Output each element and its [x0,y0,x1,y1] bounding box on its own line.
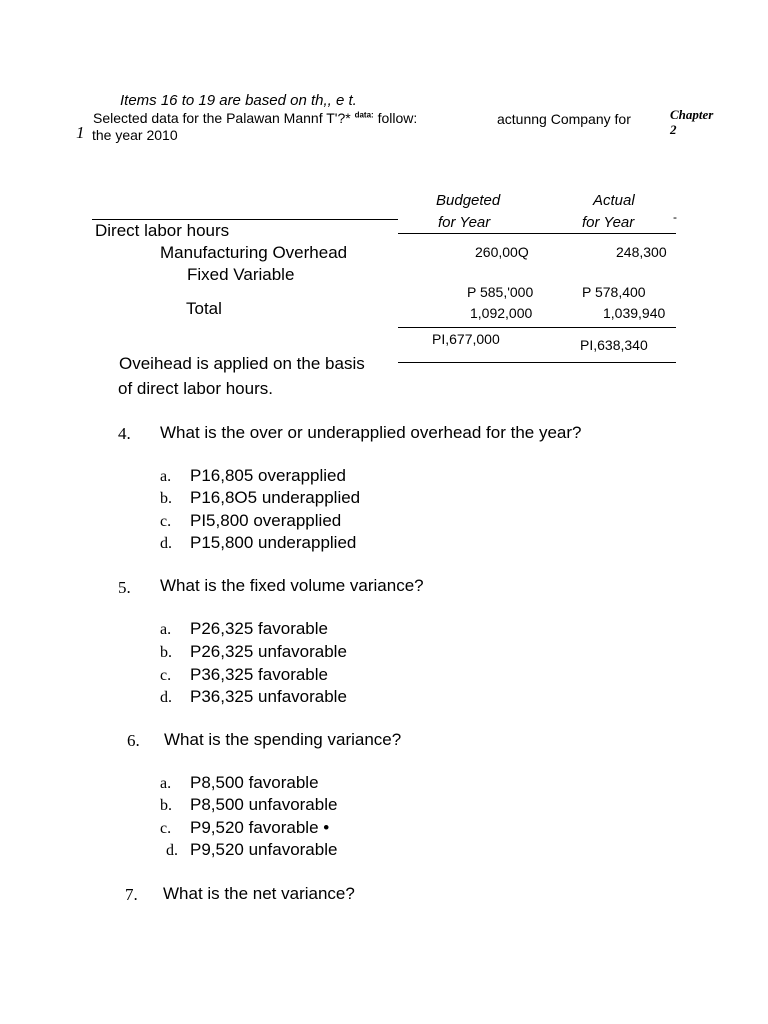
cell-variable-actual: 1,039,940 [603,305,666,321]
question-number: 7. [125,885,138,904]
option-text: P26,325 favorable [190,619,328,638]
option-text: P9,520 unfavorable [190,840,338,859]
col-budget-header-2: for Year [438,214,491,231]
option-letter: d. [166,842,178,859]
answer-option [160,533,356,553]
answer-option [160,665,328,685]
header-company: actunng Company for [497,111,631,127]
option-text: P8,500 favorable [190,773,319,792]
answer-option [160,795,337,815]
cell-total-actual: PI,638,340 [580,337,648,353]
option-text: P16,8O5 underapplied [190,488,361,507]
row-label-total: Total [186,299,222,318]
option-text: P16,805 overapplied [190,466,346,485]
note-line-1: Oveihead is applied on the basis [119,354,365,373]
col-actual-mark: - [673,210,677,224]
intro-line: Items 16 to 19 are based on th,, e t. [120,92,357,109]
answer-option [160,511,341,531]
option-text: PI5,800 overapplied [190,511,342,530]
answer-option [160,466,346,486]
option-letter: d. [160,535,172,552]
option-text: P15,800 underapplied [190,533,357,552]
header-line-1 [93,110,417,126]
header-superscript: data: [354,110,374,120]
option-letter: b. [160,797,172,814]
answer-option [166,840,337,860]
answer-option [160,818,329,838]
option-letter: a. [160,621,172,638]
header-line-2: the year 2010 [92,127,178,143]
header-text-a: Selected data for the Palawan Mannf T'?* [93,110,351,126]
option-letter: a. [160,468,172,485]
question-number: 5. [118,578,131,597]
option-letter: c. [160,820,172,837]
rule-subtotal [398,327,676,328]
question-text: What is the spending variance? [164,730,402,749]
option-letter: d. [160,689,172,706]
cell-fixed-budget: P 585,'000 [467,284,534,300]
chapter-number: 2 [670,122,677,137]
cell-dlh-actual: 248,300 [616,244,667,260]
answer-option [160,687,347,707]
option-letter: b. [160,644,172,661]
answer-option [160,488,360,508]
col-actual-header-2: for Year [582,214,635,231]
cell-fixed-actual: P 578,400 [582,284,646,300]
option-text: P9,520 favorable • [190,818,330,837]
option-letter: b. [160,490,172,507]
answer-option [160,773,319,793]
margin-number: 1 [76,123,85,142]
question-text: What is the net variance? [163,884,355,903]
row-label-moh: Manufacturing Overhead [160,243,348,262]
cell-total-budget: PI,677,000 [432,331,500,347]
option-letter: c. [160,667,172,684]
col-actual-header-1: Actual [593,192,635,209]
rule-left-top [92,219,398,220]
option-letter: c. [160,513,172,530]
option-text: P26,325 unfavorable [190,642,347,661]
row-label-dlh: Direct labor hours [95,221,230,240]
cell-variable-budget: 1,092,000 [470,305,533,321]
option-text: P36,325 favorable [190,665,328,684]
option-letter: a. [160,775,172,792]
header-text-b: follow: [377,110,418,126]
note-line-2: of direct labor hours. [118,379,273,398]
rule-right-top [398,233,676,234]
cell-dlh-budget: 260,00Q [475,244,529,260]
question-text: What is the fixed volume variance? [160,576,424,595]
question-number: 6. [127,731,140,750]
chapter-label: Chapter [670,107,714,122]
question-text: What is the over or underapplied overhead for the year? [160,423,582,442]
answer-option [160,619,328,639]
answer-option [160,642,347,662]
col-budget-header-1: Budgeted [436,192,501,209]
rule-total [398,362,676,363]
option-text: P8,500 unfavorable [190,795,338,814]
option-text: P36,325 unfavorable [190,687,347,706]
row-label-fixed-variable: Fixed Variable [187,265,295,284]
question-number: 4. [118,424,131,443]
